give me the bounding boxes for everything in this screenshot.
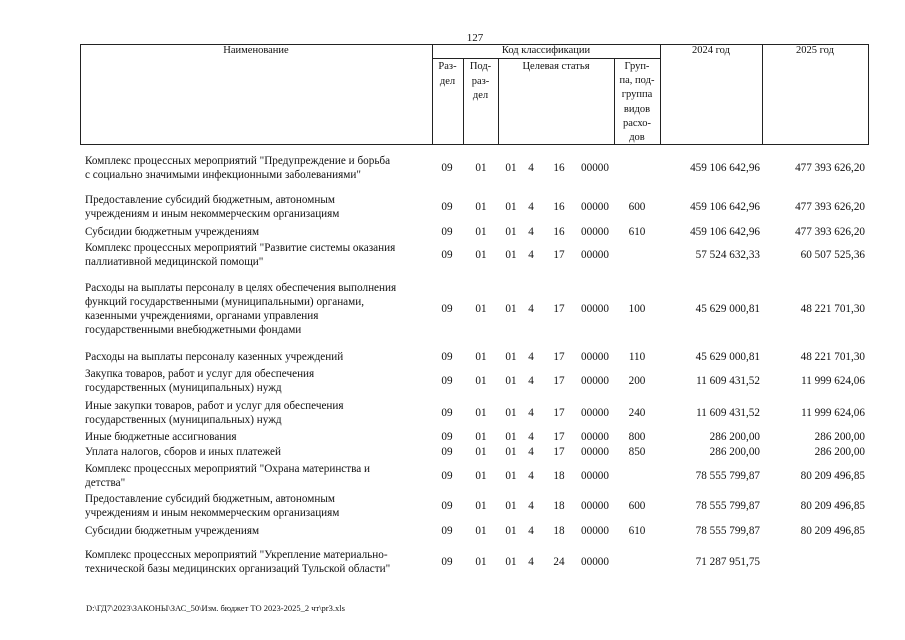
podrazdel: 01 bbox=[475, 351, 487, 363]
target-program: 01 bbox=[505, 446, 517, 458]
expense-group: 110 bbox=[628, 351, 646, 363]
row-name: Комплекс процессных мероприятий "Предупреждение и борьба с социально значимыми инфекционными заболеваниями" bbox=[85, 155, 391, 181]
amount-2025: 80 209 496,85 bbox=[800, 470, 865, 482]
target-subprogram: 24 bbox=[553, 556, 565, 568]
expense-group: 200 bbox=[628, 375, 646, 387]
podrazdel: 01 bbox=[475, 303, 487, 315]
amount-2024: 78 555 799,87 bbox=[695, 525, 760, 537]
podrazdel: 01 bbox=[475, 226, 487, 238]
table-row bbox=[80, 524, 880, 538]
target-program: 01 bbox=[505, 470, 517, 482]
target-direction: 00000 bbox=[581, 407, 609, 419]
podrazdel: 01 bbox=[475, 431, 487, 443]
table-row bbox=[80, 350, 880, 364]
expense-group: 600 bbox=[628, 500, 646, 512]
razdel: 09 bbox=[441, 470, 453, 482]
table-row bbox=[80, 445, 880, 459]
amount-2024: 45 629 000,81 bbox=[695, 303, 760, 315]
target-program: 01 bbox=[505, 525, 517, 537]
target-type: 4 bbox=[528, 303, 534, 315]
amount-2024: 78 555 799,87 bbox=[695, 470, 760, 482]
podrazdel: 01 bbox=[475, 556, 487, 568]
target-subprogram: 18 bbox=[553, 525, 565, 537]
podrazdel: 01 bbox=[475, 375, 487, 387]
razdel: 09 bbox=[441, 556, 453, 568]
razdel: 09 bbox=[441, 201, 453, 213]
podrazdel: 01 bbox=[475, 470, 487, 482]
row-name: Расходы на выплаты персоналу казенных учреждений bbox=[85, 351, 344, 363]
podrazdel: 01 bbox=[475, 446, 487, 458]
amount-2024: 45 629 000,81 bbox=[695, 351, 760, 363]
target-subprogram: 17 bbox=[553, 407, 565, 419]
target-type: 4 bbox=[528, 431, 534, 443]
target-type: 4 bbox=[528, 446, 534, 458]
amount-2025: 477 393 626,20 bbox=[795, 201, 865, 213]
target-type: 4 bbox=[528, 351, 534, 363]
row-name: Комплекс процессных мероприятий "Охрана материнства и детства" bbox=[85, 463, 371, 489]
target-direction: 00000 bbox=[581, 375, 609, 387]
amount-2024: 286 200,00 bbox=[709, 446, 760, 458]
row-name: Предоставление субсидий бюджетным, автономным учреждениям и иным некоммерческим организациям bbox=[85, 194, 340, 220]
amount-2024: 11 609 431,52 bbox=[696, 407, 760, 419]
target-direction: 00000 bbox=[581, 525, 609, 537]
amount-2025: 48 221 701,30 bbox=[800, 303, 865, 315]
target-subprogram: 16 bbox=[553, 226, 565, 238]
table-row bbox=[80, 367, 880, 395]
table-row bbox=[80, 430, 880, 444]
target-type: 4 bbox=[528, 470, 534, 482]
target-type: 4 bbox=[528, 226, 534, 238]
target-program: 01 bbox=[505, 162, 517, 174]
amount-2025: 11 999 624,06 bbox=[801, 407, 865, 419]
razdel: 09 bbox=[441, 525, 453, 537]
amount-2025: 80 209 496,85 bbox=[800, 500, 865, 512]
target-subprogram: 16 bbox=[553, 201, 565, 213]
header-razdel: Раз- дел bbox=[438, 61, 457, 87]
target-direction: 00000 bbox=[581, 470, 609, 482]
target-program: 01 bbox=[505, 431, 517, 443]
target-direction: 00000 bbox=[581, 431, 609, 443]
amount-2024: 71 287 951,75 bbox=[695, 556, 760, 568]
target-type: 4 bbox=[528, 556, 534, 568]
amount-2024: 459 106 642,96 bbox=[690, 201, 760, 213]
amount-2025: 477 393 626,20 bbox=[795, 226, 865, 238]
row-name: Субсидии бюджетным учреждениям bbox=[85, 525, 260, 537]
amount-2025: 48 221 701,30 bbox=[800, 351, 865, 363]
row-name: Предоставление субсидий бюджетным, автономным учреждениям и иным некоммерческим организациям bbox=[85, 493, 340, 519]
row-name: Иные закупки товаров, работ и услуг для обеспечения государственных (муниципальных) нужд bbox=[85, 400, 344, 426]
target-type: 4 bbox=[528, 201, 534, 213]
amount-2024: 286 200,00 bbox=[709, 431, 760, 443]
header-name: Наименование bbox=[223, 45, 289, 56]
target-program: 01 bbox=[505, 500, 517, 512]
expense-group: 100 bbox=[628, 303, 646, 315]
expense-group: 240 bbox=[628, 407, 646, 419]
razdel: 09 bbox=[441, 375, 453, 387]
target-program: 01 bbox=[505, 226, 517, 238]
amount-2025: 477 393 626,20 bbox=[795, 162, 865, 174]
target-subprogram: 17 bbox=[553, 431, 565, 443]
target-type: 4 bbox=[528, 407, 534, 419]
target-type: 4 bbox=[528, 249, 534, 261]
table-row bbox=[80, 548, 880, 576]
target-type: 4 bbox=[528, 500, 534, 512]
row-name: Комплекс процессных мероприятий "Укрепление материально- технической базы медицинских организаций Тульской области" bbox=[85, 549, 391, 575]
amount-2024: 459 106 642,96 bbox=[690, 226, 760, 238]
target-program: 01 bbox=[505, 556, 517, 568]
amount-2024: 57 524 632,33 bbox=[695, 249, 760, 261]
target-subprogram: 17 bbox=[553, 375, 565, 387]
target-program: 01 bbox=[505, 201, 517, 213]
target-subprogram: 16 bbox=[553, 162, 565, 174]
table-row bbox=[80, 193, 880, 221]
table-row bbox=[80, 154, 880, 182]
row-name: Закупка товаров, работ и услуг для обеспечения государственных (муниципальных) нужд bbox=[85, 368, 315, 394]
expense-group: 800 bbox=[628, 431, 646, 443]
target-direction: 00000 bbox=[581, 351, 609, 363]
target-direction: 00000 bbox=[581, 446, 609, 458]
podrazdel: 01 bbox=[475, 407, 487, 419]
target-type: 4 bbox=[528, 375, 534, 387]
target-direction: 00000 bbox=[581, 226, 609, 238]
target-subprogram: 18 bbox=[553, 470, 565, 482]
target-program: 01 bbox=[505, 249, 517, 261]
amount-2025: 286 200,00 bbox=[814, 446, 865, 458]
header-expense-group: Груп- па, под- группа видов расхо- дов bbox=[619, 61, 655, 144]
table-header bbox=[80, 44, 869, 144]
expense-group: 610 bbox=[628, 525, 646, 537]
amount-2024: 11 609 431,52 bbox=[696, 375, 760, 387]
header-target: Целевая статья bbox=[522, 61, 590, 72]
file-path-footer: D:\ГД7\2023\ЗАКОНЫ\ЗАС_50\Изм. бюджет ТО 2023-2025_2 чт\pr3.xls bbox=[86, 603, 345, 613]
podrazdel: 01 bbox=[475, 162, 487, 174]
target-direction: 00000 bbox=[581, 201, 609, 213]
podrazdel: 01 bbox=[475, 249, 487, 261]
razdel: 09 bbox=[441, 249, 453, 261]
target-direction: 00000 bbox=[581, 556, 609, 568]
expense-group: 600 bbox=[628, 201, 646, 213]
header-year-2024: 2024 год bbox=[692, 45, 730, 56]
amount-2025: 60 507 525,36 bbox=[800, 249, 865, 261]
table-row bbox=[80, 399, 880, 427]
razdel: 09 bbox=[441, 446, 453, 458]
target-program: 01 bbox=[505, 375, 517, 387]
row-name: Уплата налогов, сборов и иных платежей bbox=[85, 446, 281, 458]
amount-2024: 459 106 642,96 bbox=[690, 162, 760, 174]
row-name: Субсидии бюджетным учреждениям bbox=[85, 226, 260, 238]
expense-group: 610 bbox=[628, 226, 646, 238]
header-year-2025: 2025 год bbox=[796, 45, 834, 56]
expense-group: 850 bbox=[628, 446, 646, 458]
table-row bbox=[80, 462, 880, 490]
razdel: 09 bbox=[441, 351, 453, 363]
row-name: Расходы на выплаты персоналу в целях обеспечения выполнения функций государственными (муниципальными) органами, казенными учреждениями, органами управления государственными внебюджетными фондами bbox=[85, 282, 397, 336]
podrazdel: 01 bbox=[475, 201, 487, 213]
razdel: 09 bbox=[441, 431, 453, 443]
target-direction: 00000 bbox=[581, 162, 609, 174]
header-code: Код классификации bbox=[501, 45, 591, 56]
target-direction: 00000 bbox=[581, 249, 609, 261]
row-name: Комплекс процессных мероприятий "Развитие системы оказания паллиативной медицинской помощи" bbox=[85, 242, 396, 268]
target-subprogram: 17 bbox=[553, 446, 565, 458]
target-subprogram: 17 bbox=[553, 303, 565, 315]
target-program: 01 bbox=[505, 407, 517, 419]
razdel: 09 bbox=[441, 226, 453, 238]
table-row bbox=[80, 281, 880, 337]
target-subprogram: 17 bbox=[553, 351, 565, 363]
podrazdel: 01 bbox=[475, 500, 487, 512]
table-row bbox=[80, 225, 880, 239]
target-subprogram: 17 bbox=[553, 249, 565, 261]
amount-2025: 11 999 624,06 bbox=[801, 375, 865, 387]
target-type: 4 bbox=[528, 525, 534, 537]
razdel: 09 bbox=[441, 162, 453, 174]
target-direction: 00000 bbox=[581, 500, 609, 512]
amount-2025: 286 200,00 bbox=[814, 431, 865, 443]
amount-2024: 78 555 799,87 bbox=[695, 500, 760, 512]
amount-2025: 80 209 496,85 bbox=[800, 525, 865, 537]
podrazdel: 01 bbox=[475, 525, 487, 537]
page-number: 127 bbox=[466, 32, 484, 44]
table-row bbox=[80, 492, 880, 520]
target-type: 4 bbox=[528, 162, 534, 174]
header-podrazdel: Под- раз- дел bbox=[469, 61, 492, 101]
razdel: 09 bbox=[441, 407, 453, 419]
target-program: 01 bbox=[505, 303, 517, 315]
target-direction: 00000 bbox=[581, 303, 609, 315]
razdel: 09 bbox=[441, 303, 453, 315]
row-name: Иные бюджетные ассигнования bbox=[85, 431, 237, 443]
table-row bbox=[80, 241, 880, 269]
razdel: 09 bbox=[441, 500, 453, 512]
target-program: 01 bbox=[505, 351, 517, 363]
target-subprogram: 18 bbox=[553, 500, 565, 512]
